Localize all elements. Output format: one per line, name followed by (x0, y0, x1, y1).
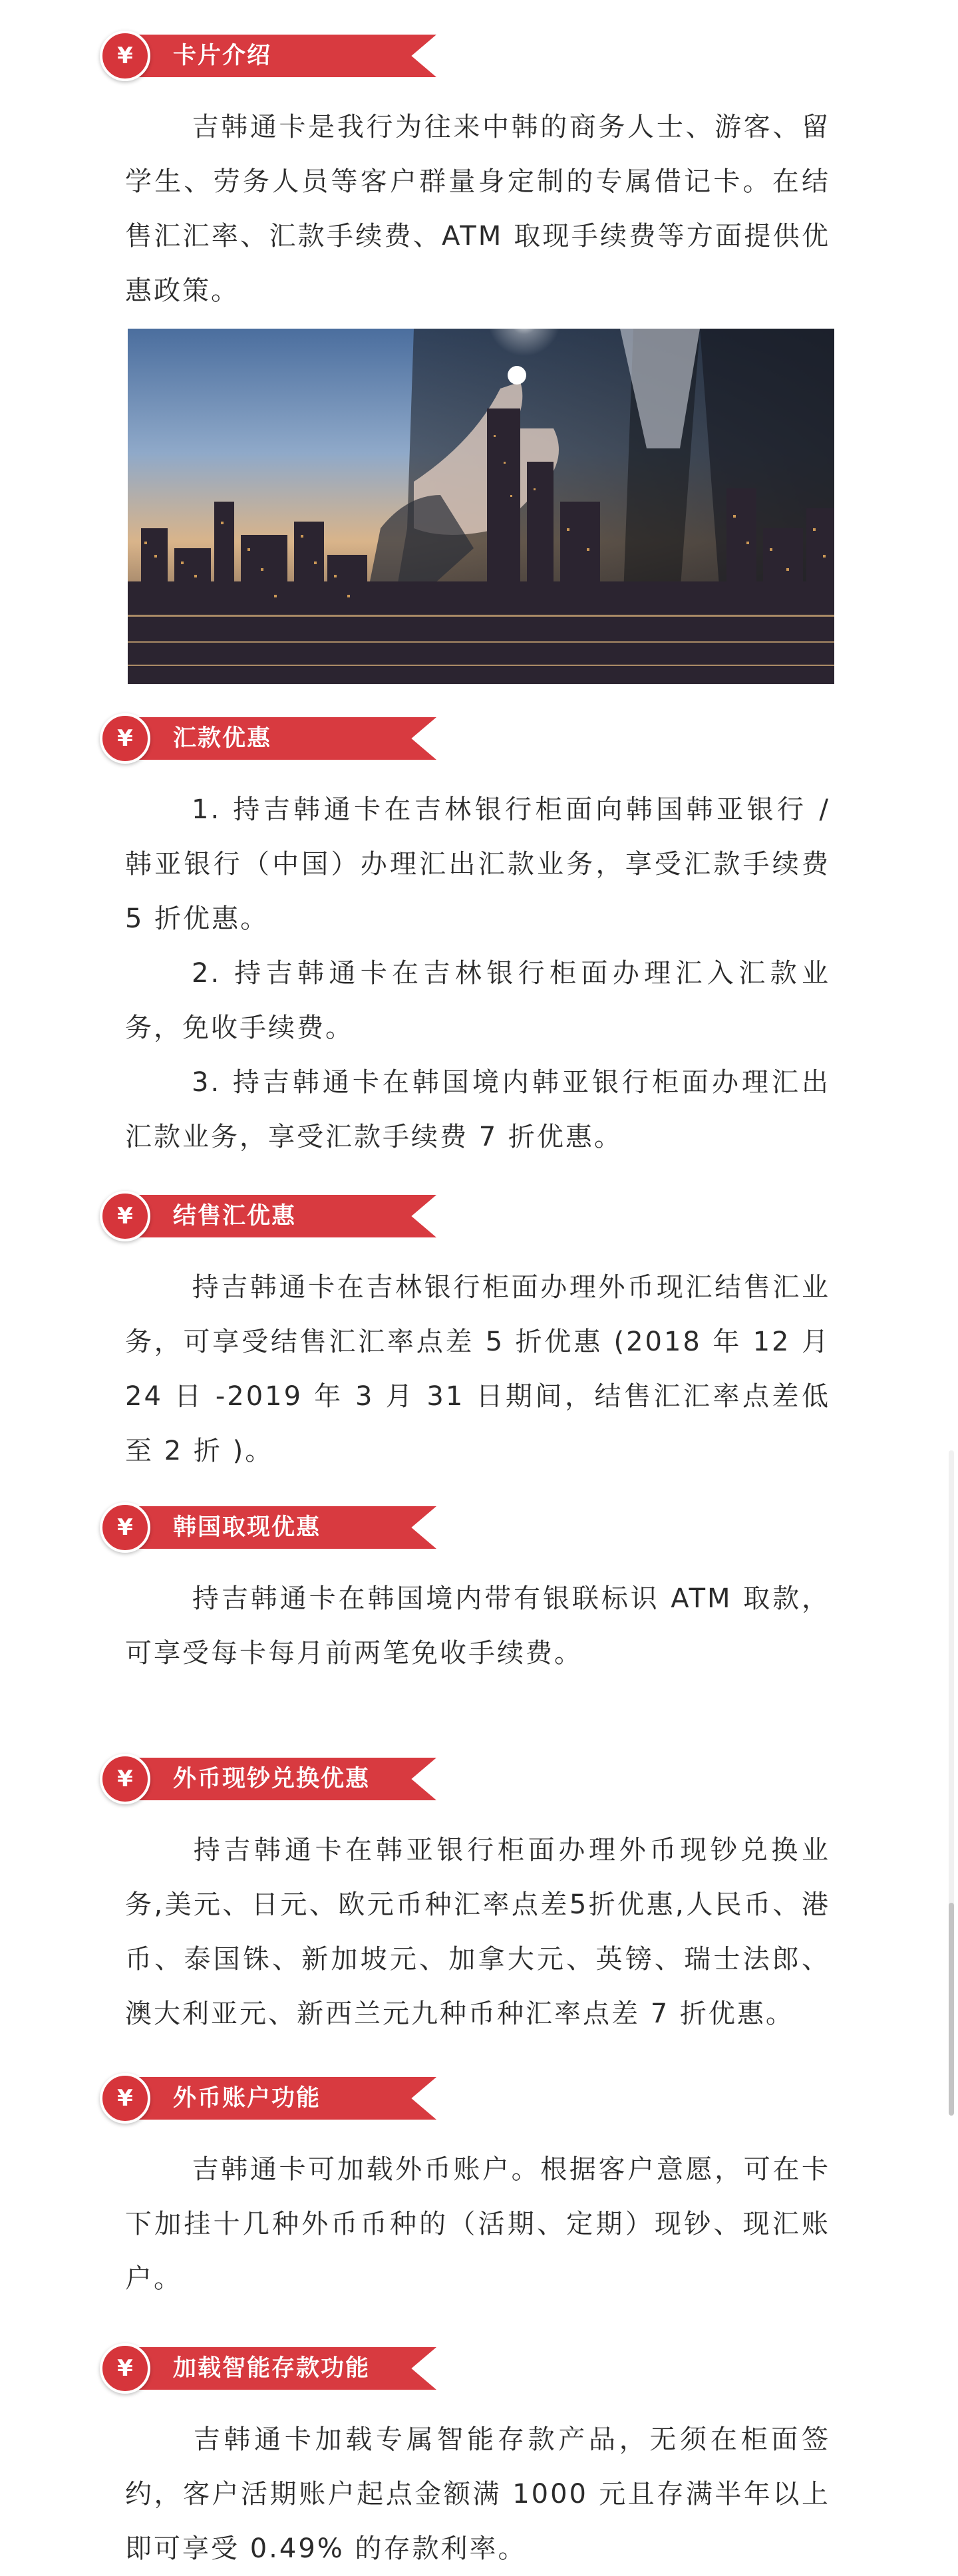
section-paragraph: 1. 持吉韩通卡在吉林银行柜面向韩国韩亚银行 / 韩亚银行（中国）办理汇出汇款业务，享受汇款手续费 5 折优惠。 (125, 794, 830, 934)
section-paragraph: 吉韩通卡可加载外币账户。根据客户意愿，可在卡下加挂十几种外币币种的（活期、定期）现钞、现汇账户。 (125, 2154, 830, 2294)
section-header-exchange (100, 1191, 446, 1241)
yen-icon: ¥ (100, 2073, 150, 2124)
section-paragraph: 吉韩通卡是我行为往来中韩的商务人士、游客、留学生、劳务人员等客户群量身定制的专属借记卡。在结售汇汇率、汇款手续费、ATM 取现手续费等方面提供优惠政策。 (125, 112, 830, 306)
yen-icon: ¥ (100, 1191, 150, 1241)
section-header-korea-withdrawal (100, 1502, 446, 1553)
section-paragraph: 持吉韩通卡在韩国境内带有银联标识 ATM 取款，可享受每卡每月前两笔免收手续费。 (125, 1583, 830, 1669)
yen-icon: ¥ (100, 1754, 150, 1804)
section-title: 卡片介绍 (173, 43, 272, 69)
yen-icon: ¥ (100, 31, 150, 81)
yen-icon: ¥ (100, 713, 150, 764)
section-header-card-intro (100, 31, 446, 81)
section-title: 加载智能存款功能 (173, 2355, 371, 2382)
section-paragraph: 吉韩通卡加载专属智能存款产品，无须在柜面签约，客户活期账户起点金额满 1000 元且存满半年以上即可享受 0.49% 的存款利率。 (125, 2424, 830, 2564)
hero-image-businessman-city (128, 329, 834, 684)
section-header-fx-account (100, 2073, 446, 2124)
section-paragraph: 持吉韩通卡在韩亚银行柜面办理外币现钞兑换业务,美元、日元、欧元币种汇率点差5折优惠,人民币、港币、泰国铢、新加坡元、加拿大元、英镑、瑞士法郎、澳大利亚元、新西兰元九种币种汇率点差 7 折优惠。 (125, 1835, 830, 2029)
section-paragraph: 持吉韩通卡在吉林银行柜面办理外币现汇结售汇业务，可享受结售汇汇率点差 5 折优惠 (2018 年 12 月 24 日 -2019 年 3 月 31 日期间，结售汇汇率点差低至 2 折 )。 (125, 1272, 830, 1466)
scrollbar-thumb[interactable] (949, 1903, 954, 2116)
header-banner (124, 717, 436, 760)
yen-icon: ¥ (100, 1502, 150, 1553)
section-title: 汇款优惠 (173, 725, 272, 752)
section-title: 结售汇优惠 (173, 1203, 297, 1229)
section-paragraph: 3. 持吉韩通卡在韩国境内韩亚银行柜面办理汇出汇款业务，享受汇款手续费 7 折优惠。 (125, 1067, 830, 1152)
section-title: 外币现钞兑换优惠 (173, 1766, 371, 1792)
section-header-smart-deposit (100, 2343, 446, 2394)
section-header-cash-exchange (100, 1754, 446, 1804)
section-title: 韩国取现优惠 (173, 1514, 321, 1541)
section-title: 外币账户功能 (173, 2085, 321, 2112)
section-header-remittance (100, 713, 446, 764)
section-paragraph: 2. 持吉韩通卡在吉林银行柜面办理汇入汇款业务，免收手续费。 (125, 958, 830, 1043)
header-banner (124, 35, 436, 77)
yen-icon: ¥ (100, 2343, 150, 2394)
